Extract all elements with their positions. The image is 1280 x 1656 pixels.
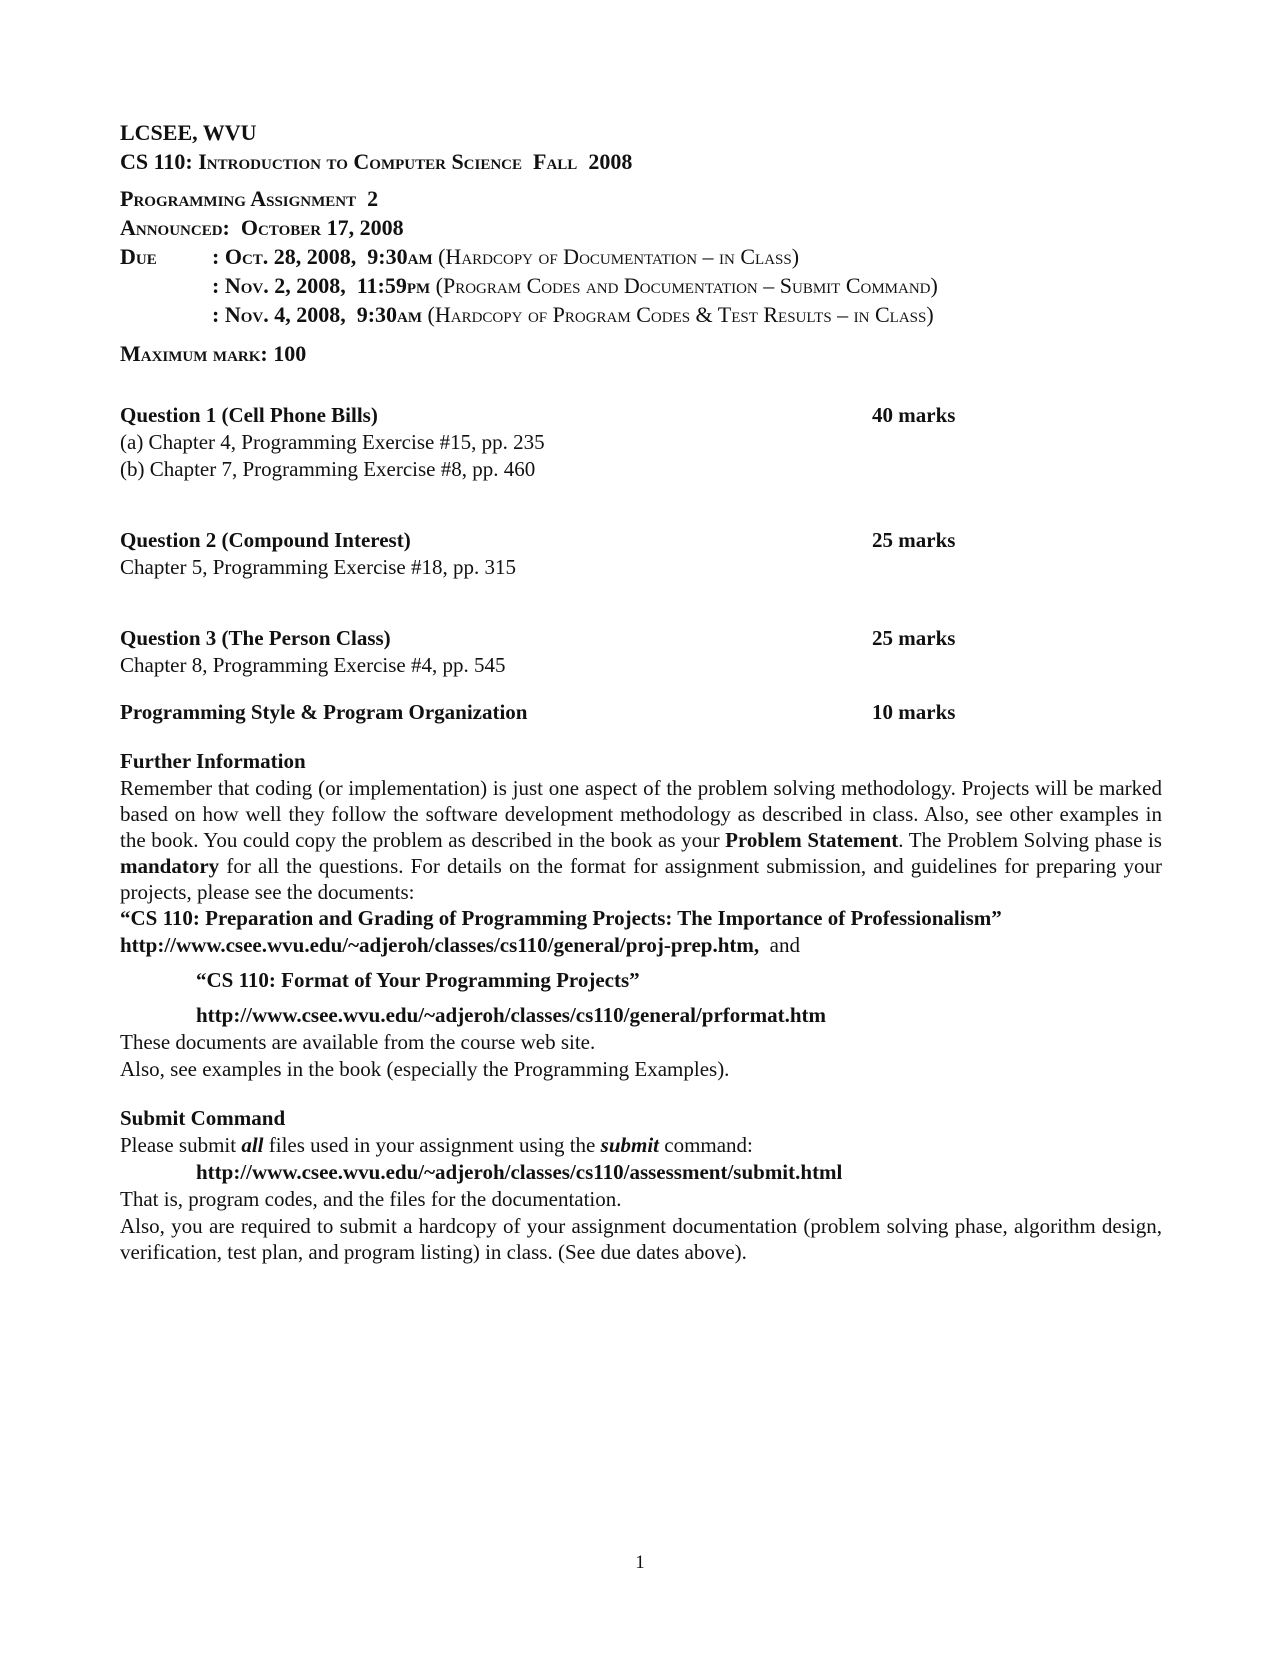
document-page (120, 118, 1162, 1265)
max-mark-value: 100 (273, 341, 307, 366)
further-text: for all the questions. For details on the format for assignment submission, and guidelines for preparing your projects, please see the documents: (120, 854, 1162, 904)
submit-line-2: That is, program codes, and the files for the documentation. (120, 1187, 622, 1211)
course-term: Fall (533, 149, 578, 174)
question-title: Programming Style & Program Organization (120, 700, 528, 724)
style-row (120, 699, 1162, 726)
question-1-row (120, 402, 1162, 429)
due-time: 9:30am (356, 302, 423, 327)
question-2-row (120, 527, 1162, 554)
max-mark-line (120, 339, 1162, 368)
due-note: (Program Codes and Documentation – Submit Command) (435, 273, 938, 298)
further-text: . The Problem Solving phase is (898, 828, 1162, 852)
question-marks: 10 marks (872, 700, 956, 724)
further-line-b: Also, see examples in the book (especially the Programming Examples). (120, 1057, 730, 1081)
doc1-line (120, 932, 1162, 959)
doc1-and: and (769, 933, 800, 957)
due-row-3: : Nov. 4, 2008, 9:30am (Hardcopy of Program Codes & Test Results – in Class) (212, 302, 934, 327)
due-label: Due (120, 244, 157, 269)
due-date: Nov. 4, 2008, (224, 302, 346, 327)
due-note: (Hardcopy of Program Codes & Test Results – in Class) (427, 302, 934, 327)
assignment-number: 2 (367, 186, 379, 211)
course-line (120, 147, 1162, 176)
further-line-a: These documents are available from the course web site. (120, 1030, 596, 1054)
due-note: (Hardcopy of Documentation – in Class) (438, 244, 800, 269)
max-mark-label: Maximum mark: (120, 341, 268, 366)
submit-line-1 (120, 1132, 1162, 1159)
question-marks: 40 marks (872, 403, 956, 427)
due-time: 11:59pm (356, 273, 431, 298)
due-row-2: : Nov. 2, 2008, 11:59pm (Program Codes and Documentation – Submit Command) (212, 273, 938, 298)
due-date: Nov. 2, 2008, (224, 273, 346, 298)
doc2-title: “CS 110: Format of Your Programming Projects” (196, 968, 640, 992)
due-row-1: Due : Oct. 28, 2008, 9:30am (Hardcopy of Documentation – in Class) (120, 244, 800, 269)
course-name: Introduction to Computer Science (198, 149, 523, 174)
submit-text: command: (659, 1133, 753, 1157)
assignment-label: Programming Assignment (120, 186, 357, 211)
submit-term: submit (600, 1133, 659, 1157)
question-detail: Chapter 8, Programming Exercise #4, pp. 545 (120, 653, 506, 677)
doc1-url[interactable]: http://www.csee.wvu.edu/~adjeroh/classes/cs110/general/proj-prep.htm, (120, 933, 760, 957)
all-term: all (241, 1133, 264, 1157)
dept-line: LCSEE, WVU (120, 120, 257, 145)
submit-line-3: Also, you are required to submit a hardcopy of your assignment documentation (problem solving phase, algorithm design, verification, test plan, and program listing) in class. (See due dates above). (120, 1214, 1162, 1264)
question-detail: (a) Chapter 4, Programming Exercise #15, pp. 235 (120, 430, 545, 454)
announced-line (120, 213, 1162, 242)
doc2-url[interactable]: http://www.csee.wvu.edu/~adjeroh/classes/cs110/general/prformat.htm (196, 1003, 826, 1027)
submit-text: Please submit (120, 1133, 242, 1157)
assignment-line (120, 184, 1162, 213)
further-text: Remember that coding (or implementation) is just one aspect of the problem solving methodology. Projects will be marked based on how well they follow the software development methodology as described in class. Also, see other examples in the book. You could copy the problem as described in the book as your (120, 776, 1162, 852)
due-time: 9:30am (367, 244, 433, 269)
question-detail: (b) Chapter 7, Programming Exercise #8, pp. 460 (120, 457, 536, 481)
problem-statement-term: Problem Statement (725, 828, 899, 852)
question-title: Question 3 (The Person Class) (120, 626, 391, 650)
course-year: 2008 (588, 149, 633, 174)
announced-date: October 17, 2008 (240, 215, 404, 240)
mandatory-term: mandatory (120, 854, 220, 878)
question-title: Question 2 (Compound Interest) (120, 528, 411, 552)
question-detail: Chapter 5, Programming Exercise #18, pp. 315 (120, 555, 517, 579)
page-number: 1 (635, 1552, 645, 1573)
question-3-row (120, 625, 1162, 652)
course-code: CS 110: (120, 149, 193, 174)
submit-heading: Submit Command (120, 1106, 286, 1130)
submit-text: files used in your assignment using the (263, 1133, 601, 1157)
further-paragraph (120, 775, 1162, 905)
further-heading: Further Information (120, 749, 306, 773)
doc1-title: “CS 110: Preparation and Grading of Programming Projects: The Importance of Professionalism” (120, 906, 1002, 930)
question-marks: 25 marks (872, 528, 956, 552)
question-title: Question 1 (Cell Phone Bills) (120, 403, 378, 427)
announced-label: Announced: (120, 215, 230, 240)
question-marks: 25 marks (872, 626, 956, 650)
due-date: Oct. 28, 2008, (224, 244, 357, 269)
submit-url[interactable]: http://www.csee.wvu.edu/~adjeroh/classes/cs110/assessment/submit.html (196, 1160, 843, 1184)
